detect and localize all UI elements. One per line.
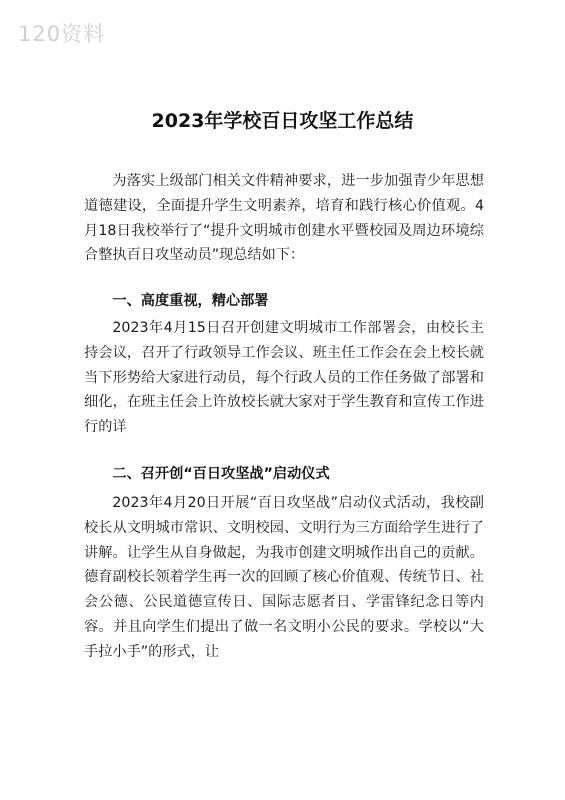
- section-1-paragraph: 2023年4月15日召开创建文明城市工作部署会，由校长主持会议，召开了行政领导工作会议、班主任工作会在会上校长就当下形势给大家进行动员，每个行政人员的工作任务做了部署和细化，在班主任会上许放校长就大家对于学生教育和宣传工作进行的详: [84, 320, 484, 436]
- intro-paragraph: 为落实上级部门相关文件精神要求，进一步加强青少年思想道德建设，全面提升学生文明素养，培育和践行核心价值观。4月18日我校举行了“提升文明城市创建水平暨校园及周边环境综合整执百日攻坚动员”现总结如下：: [84, 173, 484, 264]
- document-title: 2023年学校百日攻坚工作总结: [151, 110, 414, 132]
- section-2-heading: 二、召开创“百日攻坚战”启动仪式: [112, 466, 330, 482]
- watermark: 120资料: [18, 22, 106, 46]
- section-2-paragraph: 2023年4月20日开展“百日攻坚战”启动仪式活动，我校副校长从文明城市常识、文明校园、文明行为三方面给学生进行了讲解。让学生从自身做起，为我市创建文明城作出自己的贡献。德育副校长领着学生再一次的回顾了核心价值观、传统节日、社会公德、公民道德宣传日、国际志愿者日、学雷锋纪念日等内容。并且向学生们提出了做一名文明小公民的要求。学校以“大手拉小手”的形式，让: [84, 495, 484, 660]
- section-1-heading: 一、高度重视，精心部署: [112, 293, 269, 309]
